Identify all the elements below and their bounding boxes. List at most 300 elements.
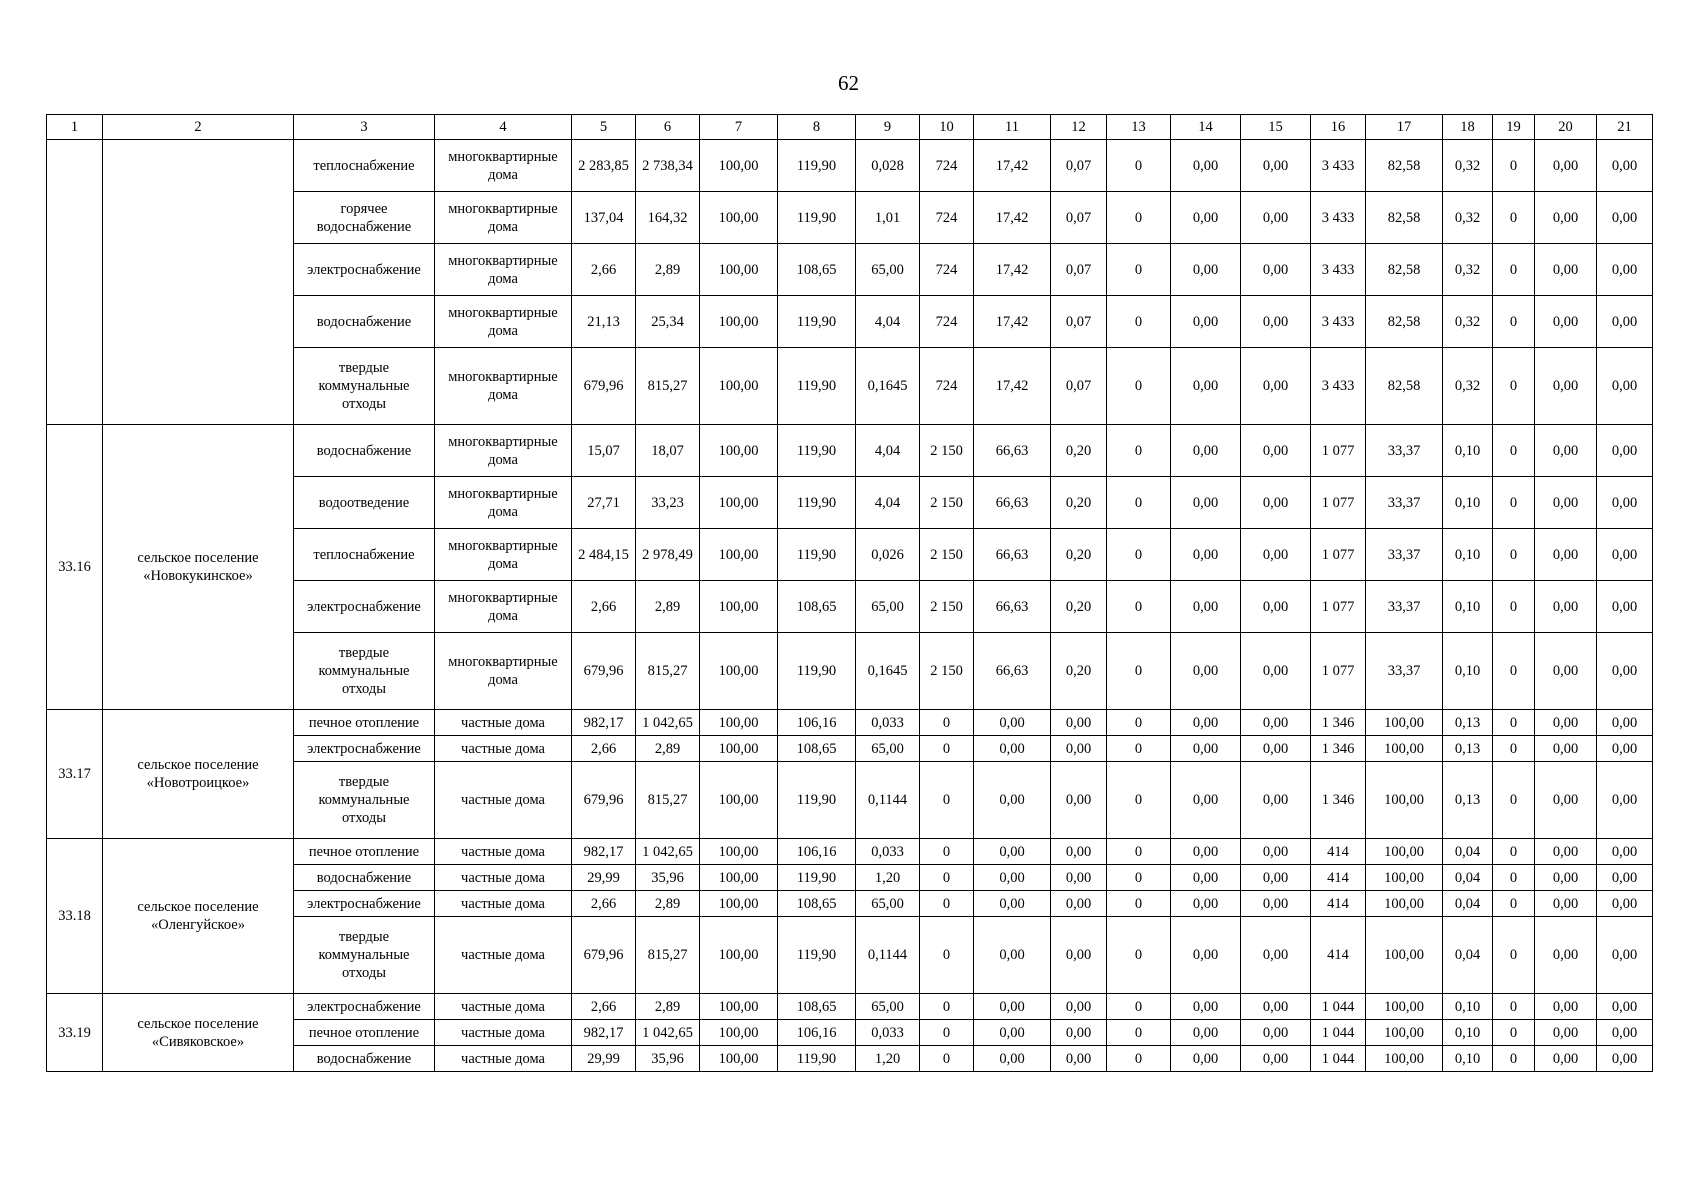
value-cell: 0,00 — [974, 917, 1051, 994]
value-cell: 66,63 — [974, 477, 1051, 529]
value-cell: 0,20 — [1051, 581, 1107, 633]
service-cell: печное отопление — [294, 1020, 435, 1046]
value-cell: 0 — [1107, 581, 1171, 633]
value-cell: 0 — [1493, 140, 1535, 192]
value-cell: 3 433 — [1311, 140, 1366, 192]
value-cell: 679,96 — [572, 633, 636, 710]
column-header: 12 — [1051, 115, 1107, 140]
group-number-cell: 33.18 — [47, 839, 103, 994]
value-cell: 0,00 — [1171, 348, 1241, 425]
value-cell: 2 150 — [920, 477, 974, 529]
value-cell: 1,20 — [856, 1046, 920, 1072]
value-cell: 0,00 — [1241, 839, 1311, 865]
value-cell: 66,63 — [974, 633, 1051, 710]
value-cell: 0,32 — [1443, 348, 1493, 425]
service-cell: электроснабжение — [294, 244, 435, 296]
value-cell: 0,00 — [1535, 736, 1597, 762]
value-cell: 100,00 — [700, 348, 778, 425]
column-header: 9 — [856, 115, 920, 140]
value-cell: 119,90 — [778, 762, 856, 839]
value-cell: 0,00 — [1171, 529, 1241, 581]
value-cell: 1 042,65 — [636, 710, 700, 736]
value-cell: 0 — [1107, 633, 1171, 710]
value-cell: 100,00 — [1366, 762, 1443, 839]
value-cell: 0,32 — [1443, 192, 1493, 244]
value-cell: 0,04 — [1443, 839, 1493, 865]
value-cell: 0,00 — [1051, 917, 1107, 994]
column-header: 10 — [920, 115, 974, 140]
value-cell: 100,00 — [1366, 710, 1443, 736]
value-cell: 33,37 — [1366, 633, 1443, 710]
value-cell: 119,90 — [778, 1046, 856, 1072]
value-cell: 2,66 — [572, 994, 636, 1020]
value-cell: 2 150 — [920, 529, 974, 581]
value-cell: 0 — [920, 1046, 974, 1072]
value-cell: 0,10 — [1443, 581, 1493, 633]
service-cell: электроснабжение — [294, 891, 435, 917]
table-row — [47, 425, 1653, 477]
value-cell: 0,00 — [1241, 192, 1311, 244]
value-cell: 2 484,15 — [572, 529, 636, 581]
value-cell: 0 — [1107, 529, 1171, 581]
service-cell: водоснабжение — [294, 296, 435, 348]
value-cell: 0 — [1107, 1020, 1171, 1046]
value-cell: 0,00 — [1535, 529, 1597, 581]
value-cell: 18,07 — [636, 425, 700, 477]
value-cell: 0,10 — [1443, 1046, 1493, 1072]
value-cell: 66,63 — [974, 581, 1051, 633]
value-cell: 724 — [920, 244, 974, 296]
value-cell: 2 738,34 — [636, 140, 700, 192]
value-cell: 119,90 — [778, 348, 856, 425]
value-cell: 0,00 — [1241, 917, 1311, 994]
value-cell: 0,00 — [1171, 710, 1241, 736]
value-cell: 679,96 — [572, 762, 636, 839]
value-cell: 2 150 — [920, 633, 974, 710]
value-cell: 100,00 — [700, 244, 778, 296]
value-cell: 0,00 — [1535, 348, 1597, 425]
value-cell: 1 042,65 — [636, 839, 700, 865]
value-cell: 0,00 — [1241, 994, 1311, 1020]
column-header: 8 — [778, 115, 856, 140]
value-cell: 100,00 — [1366, 839, 1443, 865]
value-cell: 0,00 — [1171, 865, 1241, 891]
value-cell: 0,00 — [1171, 140, 1241, 192]
value-cell: 0 — [1107, 994, 1171, 1020]
value-cell: 0,00 — [974, 1020, 1051, 1046]
value-cell: 0,00 — [1051, 994, 1107, 1020]
value-cell: 82,58 — [1366, 192, 1443, 244]
value-cell: 108,65 — [778, 891, 856, 917]
value-cell: 0 — [1107, 865, 1171, 891]
value-cell: 17,42 — [974, 348, 1051, 425]
value-cell: 100,00 — [700, 296, 778, 348]
value-cell: 0 — [1107, 762, 1171, 839]
value-cell: 35,96 — [636, 1046, 700, 1072]
value-cell: 0,00 — [1535, 891, 1597, 917]
service-cell: печное отопление — [294, 710, 435, 736]
value-cell: 0,20 — [1051, 633, 1107, 710]
column-header: 6 — [636, 115, 700, 140]
value-cell: 1 077 — [1311, 425, 1366, 477]
value-cell: 106,16 — [778, 710, 856, 736]
service-cell: электроснабжение — [294, 581, 435, 633]
value-cell: 0,00 — [1171, 477, 1241, 529]
value-cell: 0,04 — [1443, 865, 1493, 891]
value-cell: 0,00 — [1051, 839, 1107, 865]
value-cell: 724 — [920, 348, 974, 425]
service-cell: твердые коммунальные отходы — [294, 633, 435, 710]
value-cell: 724 — [920, 140, 974, 192]
value-cell: 0 — [1493, 192, 1535, 244]
value-cell: 1 044 — [1311, 1020, 1366, 1046]
value-cell: 0 — [1107, 736, 1171, 762]
value-cell: 119,90 — [778, 425, 856, 477]
value-cell: 0 — [1493, 1046, 1535, 1072]
value-cell: 414 — [1311, 891, 1366, 917]
value-cell: 0,00 — [1241, 865, 1311, 891]
value-cell: 0 — [1107, 891, 1171, 917]
service-cell: теплоснабжение — [294, 140, 435, 192]
value-cell: 119,90 — [778, 865, 856, 891]
value-cell: 0,00 — [974, 891, 1051, 917]
value-cell: 33,37 — [1366, 425, 1443, 477]
housing-type-cell: частные дома — [435, 1046, 572, 1072]
value-cell: 0,00 — [1535, 839, 1597, 865]
service-cell: водоотведение — [294, 477, 435, 529]
value-cell: 3 433 — [1311, 296, 1366, 348]
value-cell: 0,00 — [1171, 581, 1241, 633]
value-cell: 1 077 — [1311, 633, 1366, 710]
column-header: 5 — [572, 115, 636, 140]
value-cell: 100,00 — [1366, 736, 1443, 762]
value-cell: 0,00 — [1171, 425, 1241, 477]
value-cell: 2 283,85 — [572, 140, 636, 192]
column-header: 19 — [1493, 115, 1535, 140]
housing-type-cell: частные дома — [435, 865, 572, 891]
value-cell: 0,32 — [1443, 296, 1493, 348]
value-cell: 1 346 — [1311, 710, 1366, 736]
value-cell: 106,16 — [778, 839, 856, 865]
value-cell: 1 077 — [1311, 529, 1366, 581]
value-cell: 100,00 — [1366, 917, 1443, 994]
value-cell: 0,00 — [1597, 865, 1653, 891]
service-cell: электроснабжение — [294, 994, 435, 1020]
value-cell: 0,00 — [1171, 296, 1241, 348]
group-number-cell — [47, 140, 103, 425]
value-cell: 4,04 — [856, 425, 920, 477]
value-cell: 100,00 — [700, 425, 778, 477]
value-cell: 3 433 — [1311, 348, 1366, 425]
value-cell: 0,00 — [1051, 1046, 1107, 1072]
value-cell: 0,00 — [1597, 348, 1653, 425]
value-cell: 0,00 — [1597, 891, 1653, 917]
value-cell: 15,07 — [572, 425, 636, 477]
value-cell: 0,00 — [1535, 244, 1597, 296]
value-cell: 100,00 — [700, 581, 778, 633]
value-cell: 0,00 — [1241, 581, 1311, 633]
column-header: 20 — [1535, 115, 1597, 140]
value-cell: 0,00 — [1241, 762, 1311, 839]
value-cell: 0,00 — [1535, 994, 1597, 1020]
value-cell: 0,00 — [974, 994, 1051, 1020]
value-cell: 1,20 — [856, 865, 920, 891]
value-cell: 0 — [1107, 348, 1171, 425]
value-cell: 0 — [1493, 994, 1535, 1020]
value-cell: 100,00 — [700, 633, 778, 710]
value-cell: 0,00 — [1171, 633, 1241, 710]
value-cell: 0,00 — [974, 736, 1051, 762]
column-header: 16 — [1311, 115, 1366, 140]
group-number-cell: 33.17 — [47, 710, 103, 839]
value-cell: 0,00 — [1597, 839, 1653, 865]
value-cell: 2 150 — [920, 425, 974, 477]
housing-type-cell: многоквартирные дома — [435, 348, 572, 425]
value-cell: 0,07 — [1051, 244, 1107, 296]
value-cell: 119,90 — [778, 477, 856, 529]
value-cell: 33,37 — [1366, 581, 1443, 633]
value-cell: 0,00 — [1597, 710, 1653, 736]
value-cell: 679,96 — [572, 348, 636, 425]
value-cell: 119,90 — [778, 917, 856, 994]
value-cell: 0,028 — [856, 140, 920, 192]
column-header: 7 — [700, 115, 778, 140]
value-cell: 0 — [1107, 140, 1171, 192]
value-cell: 0,1144 — [856, 762, 920, 839]
value-cell: 0 — [920, 839, 974, 865]
settlement-name-cell: сельское поселение «Новотроицкое» — [103, 710, 294, 839]
column-header: 18 — [1443, 115, 1493, 140]
value-cell: 0 — [920, 865, 974, 891]
value-cell: 137,04 — [572, 192, 636, 244]
value-cell: 119,90 — [778, 296, 856, 348]
value-cell: 0,033 — [856, 1020, 920, 1046]
value-cell: 100,00 — [700, 1020, 778, 1046]
value-cell: 0,20 — [1051, 529, 1107, 581]
service-cell: твердые коммунальные отходы — [294, 762, 435, 839]
value-cell: 4,04 — [856, 296, 920, 348]
value-cell: 82,58 — [1366, 140, 1443, 192]
value-cell: 119,90 — [778, 633, 856, 710]
column-header: 3 — [294, 115, 435, 140]
value-cell: 0,07 — [1051, 192, 1107, 244]
value-cell: 0,00 — [974, 1046, 1051, 1072]
settlement-name-cell — [103, 140, 294, 425]
value-cell: 0 — [1107, 192, 1171, 244]
group-number-cell: 33.16 — [47, 425, 103, 710]
value-cell: 100,00 — [700, 917, 778, 994]
value-cell: 0 — [1493, 839, 1535, 865]
value-cell: 0,00 — [1171, 839, 1241, 865]
value-cell: 82,58 — [1366, 348, 1443, 425]
column-header: 21 — [1597, 115, 1653, 140]
value-cell: 0,00 — [1597, 762, 1653, 839]
value-cell: 1 077 — [1311, 477, 1366, 529]
value-cell: 0,00 — [1241, 348, 1311, 425]
value-cell: 0,00 — [1535, 1020, 1597, 1046]
value-cell: 0,00 — [1051, 710, 1107, 736]
value-cell: 3 433 — [1311, 244, 1366, 296]
value-cell: 0,13 — [1443, 710, 1493, 736]
value-cell: 414 — [1311, 865, 1366, 891]
value-cell: 2,89 — [636, 244, 700, 296]
value-cell: 0,00 — [1535, 865, 1597, 891]
value-cell: 0,10 — [1443, 994, 1493, 1020]
value-cell: 0 — [1107, 1046, 1171, 1072]
value-cell: 0,00 — [1171, 891, 1241, 917]
value-cell: 0,04 — [1443, 917, 1493, 994]
value-cell: 119,90 — [778, 529, 856, 581]
value-cell: 0,00 — [1241, 1020, 1311, 1046]
value-cell: 0,1645 — [856, 633, 920, 710]
value-cell: 2,66 — [572, 891, 636, 917]
value-cell: 4,04 — [856, 477, 920, 529]
value-cell: 1 346 — [1311, 736, 1366, 762]
value-cell: 0 — [1107, 917, 1171, 994]
value-cell: 815,27 — [636, 348, 700, 425]
value-cell: 0,00 — [1597, 244, 1653, 296]
value-cell: 3 433 — [1311, 192, 1366, 244]
settlement-name-cell: сельское поселение «Сивяковское» — [103, 994, 294, 1072]
value-cell: 815,27 — [636, 762, 700, 839]
value-cell: 0,00 — [1171, 192, 1241, 244]
value-cell: 17,42 — [974, 296, 1051, 348]
group-number-cell: 33.19 — [47, 994, 103, 1072]
value-cell: 0,00 — [1535, 140, 1597, 192]
value-cell: 65,00 — [856, 581, 920, 633]
value-cell: 0,00 — [1171, 244, 1241, 296]
column-header-row — [47, 115, 1653, 140]
value-cell: 0,00 — [1241, 296, 1311, 348]
value-cell: 0,00 — [1171, 1020, 1241, 1046]
value-cell: 0 — [920, 917, 974, 994]
column-header: 11 — [974, 115, 1051, 140]
housing-type-cell: частные дома — [435, 1020, 572, 1046]
value-cell: 100,00 — [700, 1046, 778, 1072]
value-cell: 0,00 — [1535, 762, 1597, 839]
value-cell: 1 077 — [1311, 581, 1366, 633]
value-cell: 1 044 — [1311, 1046, 1366, 1072]
value-cell: 0,00 — [1597, 425, 1653, 477]
value-cell: 0,00 — [1535, 296, 1597, 348]
value-cell: 0 — [1493, 891, 1535, 917]
value-cell: 0,00 — [1241, 736, 1311, 762]
value-cell: 0,00 — [974, 710, 1051, 736]
value-cell: 0,00 — [1597, 917, 1653, 994]
value-cell: 0 — [1493, 633, 1535, 710]
value-cell: 0,00 — [1535, 1046, 1597, 1072]
value-cell: 33,23 — [636, 477, 700, 529]
value-cell: 0 — [1493, 736, 1535, 762]
value-cell: 100,00 — [700, 839, 778, 865]
value-cell: 0,00 — [1535, 581, 1597, 633]
value-cell: 0,00 — [1241, 710, 1311, 736]
value-cell: 100,00 — [700, 891, 778, 917]
service-cell: водоснабжение — [294, 865, 435, 891]
value-cell: 66,63 — [974, 425, 1051, 477]
value-cell: 1 346 — [1311, 762, 1366, 839]
value-cell: 0 — [1493, 529, 1535, 581]
value-cell: 65,00 — [856, 994, 920, 1020]
housing-type-cell: многоквартирные дома — [435, 296, 572, 348]
value-cell: 724 — [920, 296, 974, 348]
value-cell: 0,00 — [1241, 891, 1311, 917]
value-cell: 0,00 — [1597, 633, 1653, 710]
value-cell: 100,00 — [700, 736, 778, 762]
service-cell: теплоснабжение — [294, 529, 435, 581]
value-cell: 0,00 — [1241, 425, 1311, 477]
value-cell: 0,13 — [1443, 736, 1493, 762]
value-cell: 0,033 — [856, 839, 920, 865]
value-cell: 0,026 — [856, 529, 920, 581]
value-cell: 0,00 — [1051, 736, 1107, 762]
value-cell: 0,13 — [1443, 762, 1493, 839]
value-cell: 29,99 — [572, 865, 636, 891]
value-cell: 29,99 — [572, 1046, 636, 1072]
value-cell: 108,65 — [778, 581, 856, 633]
housing-type-cell: многоквартирные дома — [435, 477, 572, 529]
housing-type-cell: многоквартирные дома — [435, 581, 572, 633]
value-cell: 35,96 — [636, 865, 700, 891]
value-cell: 0 — [1107, 425, 1171, 477]
housing-type-cell: многоквартирные дома — [435, 529, 572, 581]
value-cell: 815,27 — [636, 917, 700, 994]
value-cell: 65,00 — [856, 736, 920, 762]
table-body — [47, 115, 1653, 1072]
value-cell: 0 — [1493, 244, 1535, 296]
value-cell: 0 — [1493, 425, 1535, 477]
housing-type-cell: частные дома — [435, 994, 572, 1020]
value-cell: 33,37 — [1366, 477, 1443, 529]
value-cell: 0,1144 — [856, 917, 920, 994]
table-row — [47, 994, 1653, 1020]
value-cell: 0 — [920, 710, 974, 736]
value-cell: 0,10 — [1443, 1020, 1493, 1046]
value-cell: 2,66 — [572, 581, 636, 633]
table-row — [47, 710, 1653, 736]
value-cell: 1,01 — [856, 192, 920, 244]
value-cell: 0,00 — [1597, 477, 1653, 529]
service-cell: твердые коммунальные отходы — [294, 917, 435, 994]
value-cell: 0 — [1107, 477, 1171, 529]
value-cell: 2 978,49 — [636, 529, 700, 581]
value-cell: 0,00 — [1171, 1046, 1241, 1072]
housing-type-cell: частные дома — [435, 839, 572, 865]
value-cell: 17,42 — [974, 192, 1051, 244]
value-cell: 0,00 — [1171, 762, 1241, 839]
service-cell: водоснабжение — [294, 425, 435, 477]
service-cell: твердые коммунальные отходы — [294, 348, 435, 425]
table-row — [47, 140, 1653, 192]
service-cell: печное отопление — [294, 839, 435, 865]
value-cell: 82,58 — [1366, 244, 1443, 296]
value-cell: 0,00 — [1597, 994, 1653, 1020]
value-cell: 100,00 — [1366, 994, 1443, 1020]
value-cell: 0,00 — [974, 839, 1051, 865]
value-cell: 0 — [1493, 581, 1535, 633]
value-cell: 0,07 — [1051, 140, 1107, 192]
value-cell: 100,00 — [700, 140, 778, 192]
housing-type-cell: многоквартирные дома — [435, 633, 572, 710]
value-cell: 0,00 — [1171, 994, 1241, 1020]
value-cell: 0,00 — [1051, 891, 1107, 917]
page-number: 62 — [838, 71, 859, 95]
housing-type-cell: многоквартирные дома — [435, 192, 572, 244]
value-cell: 0 — [1493, 917, 1535, 994]
housing-type-cell: частные дома — [435, 762, 572, 839]
value-cell: 66,63 — [974, 529, 1051, 581]
value-cell: 100,00 — [700, 192, 778, 244]
